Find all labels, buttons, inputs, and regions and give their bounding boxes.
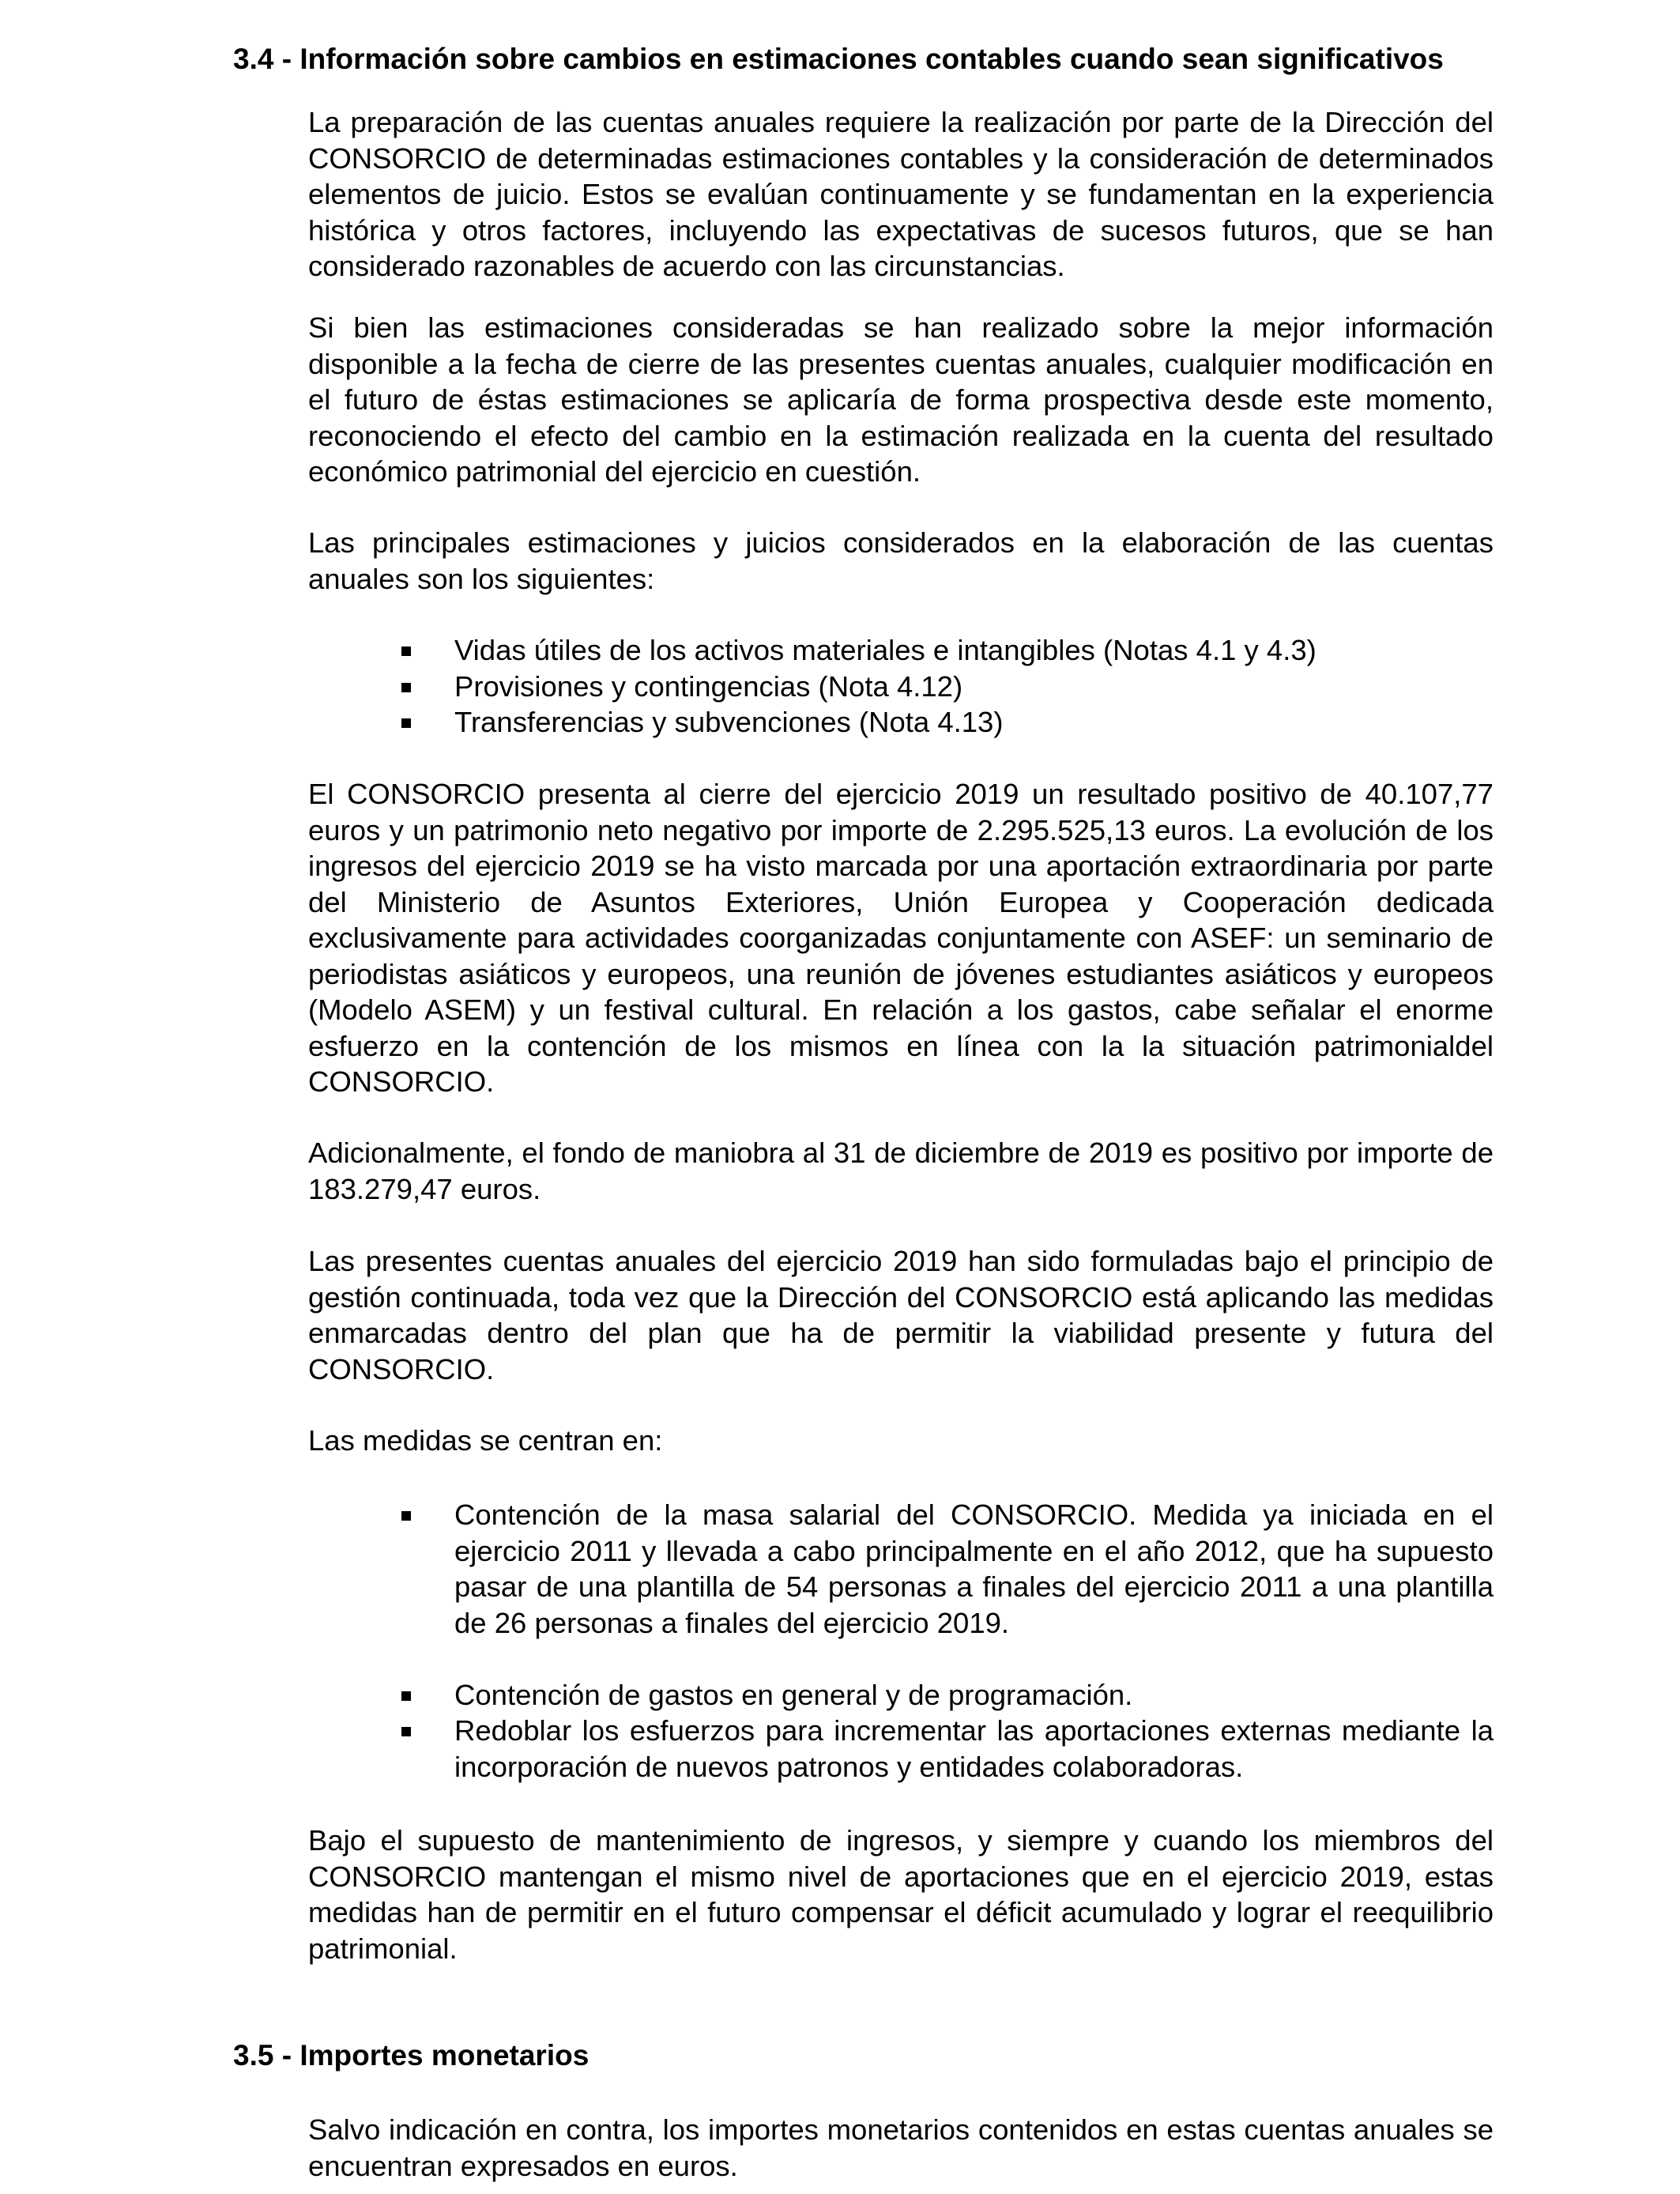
section-3-4-para-1 (308, 104, 1494, 285)
section-3-4-para-7 (308, 1423, 1494, 1459)
list-item (395, 1713, 1494, 1785)
section-3-4-para-8 (308, 1823, 1494, 1966)
list-item-text: Transferencias y subvenciones (Nota 4.13) (454, 706, 1004, 738)
paragraph-text: Adicionalmente, el fondo de maniobra al 31 de diciembre de 2019 es positivo por importe de 183.279,47 euros. (308, 1137, 1494, 1205)
list-item-text: Contención de gastos en general y de programación. (454, 1678, 1133, 1711)
paragraph-text: Salvo indicación en contra, los importes monetarios contenidos en estas cuentas anuales se encuentran expresados en euros. (308, 2113, 1494, 2182)
section-3-4-para-5 (308, 1135, 1494, 1207)
paragraph-text: Si bien las estimaciones consideradas se han realizado sobre la mejor información disponible a la fecha de cierre de las presentes cuentas anuales, cualquier modificación en el futuro de éstas estimaciones se aplicaría de forma prospectiva desde este momento, reconociendo el efecto del cambio en la estimación realizada en la cuenta del resultado económico patrimonial del ejercicio en cuestión. (308, 311, 1494, 488)
section-3-5-para-1 (308, 2112, 1494, 2184)
list-item-text: Provisiones y contingencias (Nota 4.12) (454, 669, 963, 703)
square-bullet-icon (401, 647, 411, 656)
list-item (395, 1497, 1494, 1641)
section-3-4-para-4 (308, 776, 1494, 1100)
square-bullet-icon (401, 718, 411, 728)
section-3-4-para-3 (308, 525, 1494, 597)
list-item (395, 1677, 1494, 1713)
square-bullet-icon (401, 1727, 411, 1736)
list-item-text: Redoblar los esfuerzos para incrementar las aportaciones externas mediante la incorporación de nuevos patronos y entidades colaboradoras. (454, 1714, 1494, 1783)
section-3-4-heading: 3.4 - Información sobre cambios en estimaciones contables cuando sean significativos (233, 43, 1444, 75)
list-item (395, 632, 1494, 669)
list-item-text: Vidas útiles de los activos materiales e intangibles (Notas 4.1 y 4.3) (454, 634, 1317, 666)
section-3-4-para-6 (308, 1243, 1494, 1387)
paragraph-text: El CONSORCIO presenta al cierre del ejercicio 2019 un resultado positivo de 40.107,77 euros y un patrimonio neto negativo por importe de 2.295.525,13 euros. La evolución de los ingresos del ejercicio 2019 se ha visto marcada por una aportación extraordinaria por parte del Ministerio de Asuntos Exteriores, Unión Europea y Cooperación dedicada exclusivamente para actividades coorganizadas conjuntamente con ASEF: un seminario de periodistas asiáticos y europeos, una reunión de jóvenes estudiantes asiáticos y europeos (Modelo ASEM) y un festival cultural. En relación a los gastos, cabe señalar el enorme esfuerzo en la contención de los mismos en línea con la la situación patrimonialdel CONSORCIO. (308, 778, 1494, 1098)
measures-list (395, 1497, 1494, 1785)
paragraph-text: Bajo el supuesto de mantenimiento de ingresos, y siempre y cuando los miembros del CONSORCIO mantengan el mismo nivel de aportaciones que en el ejercicio 2019, estas medidas han de permitir en el futuro compensar el déficit acumulado y lograr el reequilibrio patrimonial. (308, 1824, 1494, 1965)
list-spacer (395, 1641, 1494, 1677)
list-item (395, 669, 1494, 705)
paragraph-text: Las medidas se centran en: (308, 1424, 663, 1457)
section-3-5-heading: 3.5 - Importes monetarios (233, 2039, 590, 2071)
square-bullet-icon (401, 1691, 411, 1701)
paragraph-text: Las presentes cuentas anuales del ejercicio 2019 han sido formuladas bajo el principio de gestión continuada, toda vez que la Dirección del CONSORCIO está aplicando las medidas enmarcadas dentro del plan que ha de permitir la viabilidad presente y futura del CONSORCIO. (308, 1245, 1494, 1385)
square-bullet-icon (401, 1511, 411, 1521)
list-item (395, 704, 1494, 741)
paragraph-text: Las principales estimaciones y juicios considerados en la elaboración de las cuentas anuales son los siguientes: (308, 526, 1494, 595)
estimates-list (395, 632, 1494, 741)
square-bullet-icon (401, 683, 411, 692)
list-item-text: Contención de la masa salarial del CONSORCIO. Medida ya iniciada en el ejercicio 2011 y llevada a cabo principalmente en el año 2012, que ha supuesto pasar de una plantilla de 54 personas a finales del ejercicio 2011 a una plantilla de 26 personas a finales del ejercicio 2019. (454, 1498, 1494, 1639)
section-3-4-para-2 (308, 310, 1494, 490)
paragraph-text: La preparación de las cuentas anuales requiere la realización por parte de la Dirección del CONSORCIO de determinadas estimaciones contables y la consideración de determinados elementos de juicio. Estos se evalúan continuamente y se fundamentan en la experiencia histórica y otros factores, incluyendo las expectativas de sucesos futuros, que se han considerado razonables de acuerdo con las circunstancias. (308, 106, 1494, 282)
